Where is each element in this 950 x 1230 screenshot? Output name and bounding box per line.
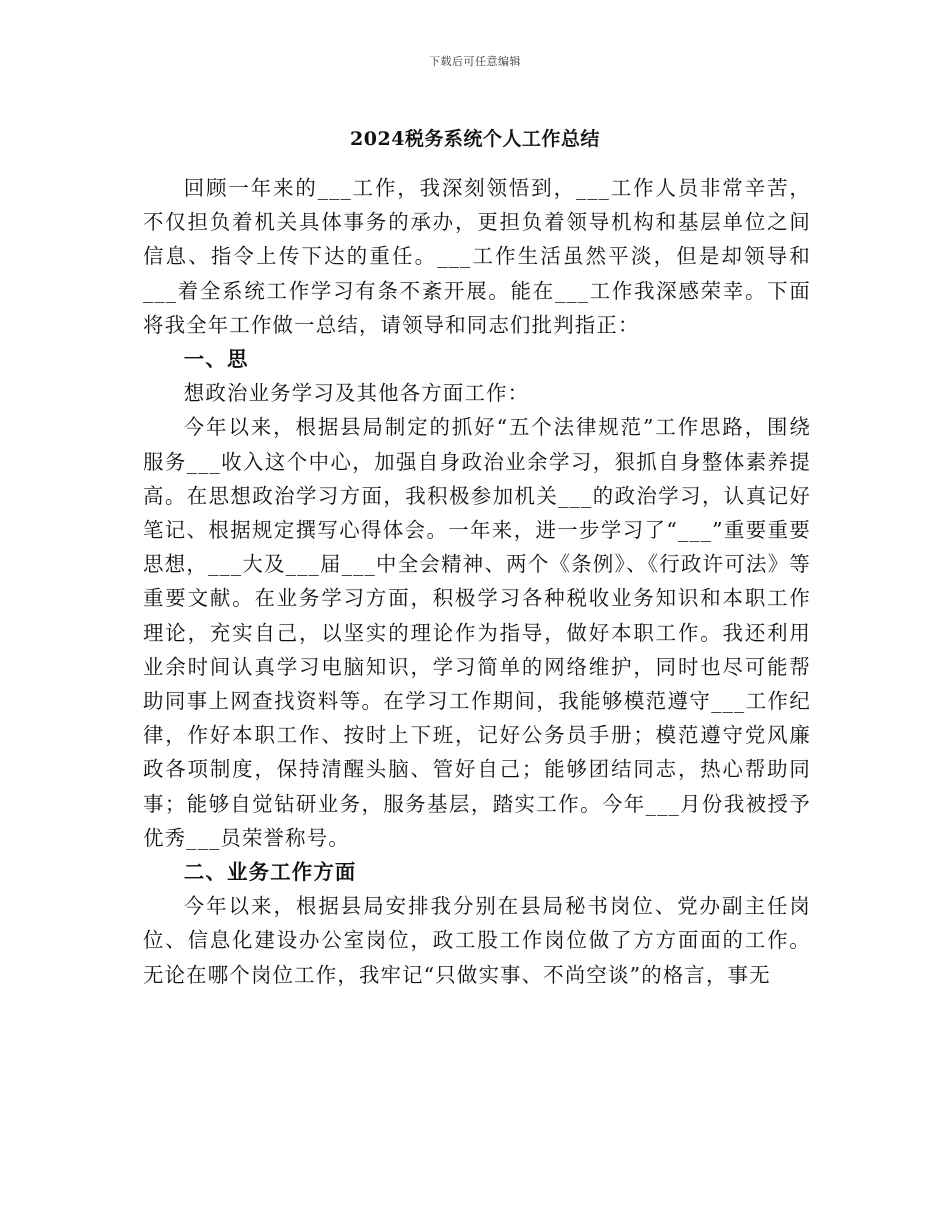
- paragraph: 今年以来，根据县局安排我分别在县局秘书岗位、党办副主任岗位、信息化建设办公室岗位，政工股工作岗位做了方方面面的工作。无论在哪个岗位工作，我牢记“只做实事、不尚空谈”的格言，事无: [143, 894, 811, 987]
- document-body: [143, 171, 811, 992]
- paragraph: 今年以来，根据县局制定的抓好“五个法律规范”工作思路，围绕服务___收入这个中心，加强自身政治业余学习，狠抓自身整体素养提高。在思想政治学习方面，我积极参加机关___的政治学习，认真记好笔记、根据规定撰写心得体会。一年来，进一步学习了“___”重要重要思想，___大及___届___中全会精神、两个《条例》、《行政许可法》等重要文献。在业务学习方面，积极学习各种税收业务知识和本职工作理论，充实自己，以坚实的理论作为指导，做好本职工作。我还利用业余时间认真学习电脑知识，学习简单的网络维护，同时也尽可能帮助同事上网查找资料等。在学习工作期间，我能够模范遵守___工作纪律，作好本职工作、按时上下班，记好公务员手册；模范遵守党风廉政各项制度，保持清醒头脑、管好自己；能够团结同志，热心帮助同事；能够自觉钻研业务，服务基层，踏实工作。今年___月份我被授予优秀___员荣誉称号。: [143, 415, 811, 850]
- section-heading: 一、思: [183, 347, 249, 372]
- section-heading: 二、业务工作方面: [183, 860, 357, 885]
- paragraph: 想政治业务学习及其他各方面工作：: [183, 381, 530, 406]
- document-title: 2024税务系统个人工作总结: [350, 128, 600, 150]
- paragraph: 回顾一年来的___工作，我深刻领悟到，___工作人员非常辛苦，不仅担负着机关具体事务的承办，更担负着领导机构和基层单位之间信息、指令上传下达的重任。___工作生活虽然平淡，但是却领导和___着全系统工作学习有条不紊开展。能在___工作我深感荣幸。下面将我全年工作做一总结，请领导和同志们批判指正：: [143, 176, 811, 337]
- header-note: 下载后可任意编辑: [429, 55, 521, 68]
